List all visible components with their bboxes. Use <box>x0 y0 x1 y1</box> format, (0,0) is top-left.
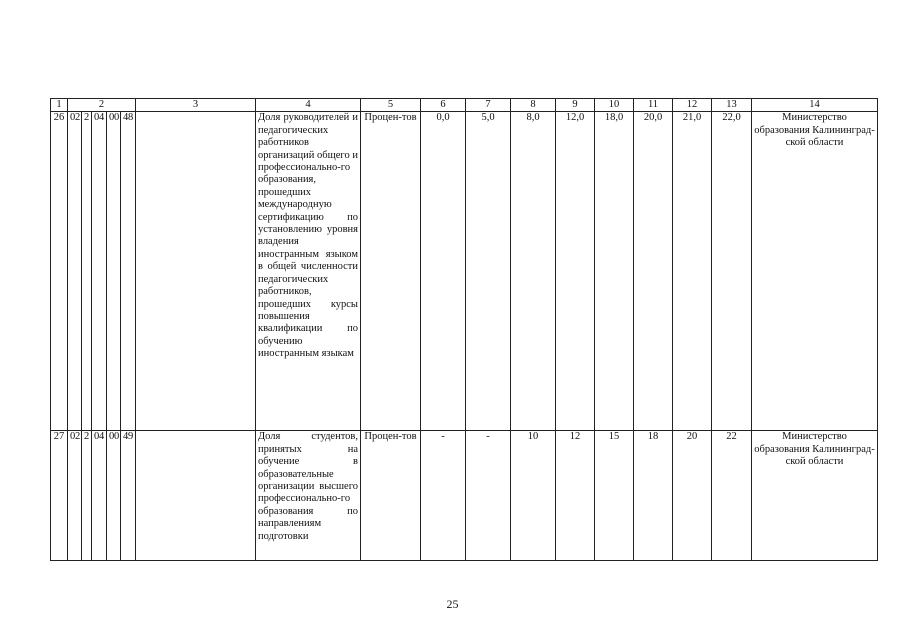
code-cell: 04 <box>92 431 107 561</box>
table-row <box>51 112 878 431</box>
code-cell: 02 <box>68 112 82 431</box>
value-cell: 8,0 <box>511 112 556 431</box>
value-cell: - <box>466 431 511 561</box>
table-row <box>51 431 878 561</box>
value-cell: 20 <box>673 431 712 561</box>
header-cell: 2 <box>68 99 136 112</box>
header-cell: 11 <box>634 99 673 112</box>
page-number: 25 <box>446 597 459 611</box>
indicator-name: Доля студентов, принятых на обучение в образовательные организации высшего профессионально-го образования по направлениям подготовки <box>256 431 361 561</box>
value-cell: 22,0 <box>712 112 752 431</box>
header-cell: 9 <box>556 99 595 112</box>
value-cell: 18 <box>634 431 673 561</box>
header-cell: 12 <box>673 99 712 112</box>
indicator-name: Доля руководителей и педагогических работников организаций общего и профессионально-го образования, прошедших международную сертификацию по установлению уровня владения иностранным языком в общей численности педагогических работников, прошедших курсы повышения квалификации по обучению иностранным языкам <box>256 112 361 431</box>
header-cell: 5 <box>361 99 421 112</box>
row-number: 27 <box>51 431 68 561</box>
program-cell <box>136 112 256 431</box>
header-cell: 1 <box>51 99 68 112</box>
header-cell: 7 <box>466 99 511 112</box>
code-cell: 2 <box>82 431 92 561</box>
value-cell: - <box>421 431 466 561</box>
code-cell: 00 <box>107 112 121 431</box>
header-cell: 6 <box>421 99 466 112</box>
unit-cell: Процен-тов <box>361 112 421 431</box>
header-cell: 4 <box>256 99 361 112</box>
value-cell: 22 <box>712 431 752 561</box>
responsible-cell: Министерство образования Калининград-ской области <box>752 431 878 561</box>
value-cell: 10 <box>511 431 556 561</box>
code-cell: 48 <box>121 112 136 431</box>
code-cell: 49 <box>121 431 136 561</box>
value-cell: 15 <box>595 431 634 561</box>
value-cell: 12,0 <box>556 112 595 431</box>
header-cell: 10 <box>595 99 634 112</box>
value-cell: 12 <box>556 431 595 561</box>
header-cell: 13 <box>712 99 752 112</box>
value-cell: 5,0 <box>466 112 511 431</box>
header-row <box>51 99 878 112</box>
program-cell <box>136 431 256 561</box>
value-cell: 18,0 <box>595 112 634 431</box>
code-cell: 2 <box>82 112 92 431</box>
responsible-cell: Министерство образования Калининград-ской области <box>752 112 878 431</box>
row-number: 26 <box>51 112 68 431</box>
header-cell: 14 <box>752 99 878 112</box>
indicators-table <box>50 98 878 561</box>
code-cell: 02 <box>68 431 82 561</box>
code-cell: 04 <box>92 112 107 431</box>
value-cell: 20,0 <box>634 112 673 431</box>
header-cell: 8 <box>511 99 556 112</box>
value-cell: 21,0 <box>673 112 712 431</box>
header-cell: 3 <box>136 99 256 112</box>
value-cell: 0,0 <box>421 112 466 431</box>
code-cell: 00 <box>107 431 121 561</box>
unit-cell: Процен-тов <box>361 431 421 561</box>
